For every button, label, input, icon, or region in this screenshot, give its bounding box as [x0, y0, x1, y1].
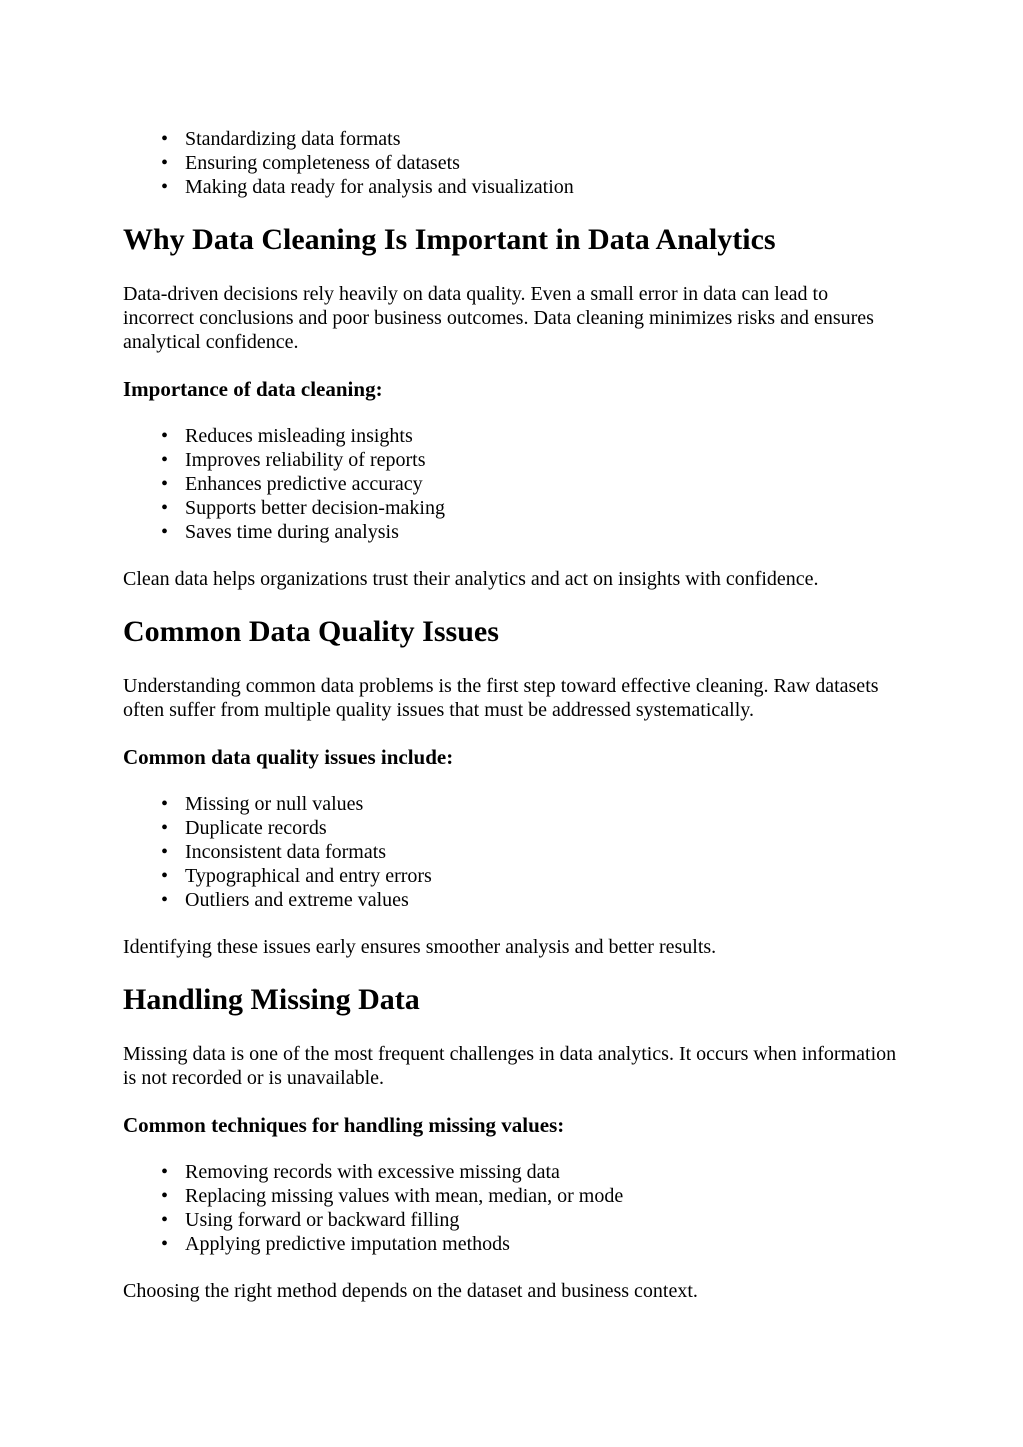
- list-item: • Supports better decision-making: [123, 496, 903, 520]
- section-handling-missing-data: [123, 982, 903, 1303]
- list-item: • Applying predictive imputation methods: [123, 1232, 903, 1256]
- missing-values-bullet-list: [123, 1160, 903, 1256]
- section-why-data-cleaning-is-important: [123, 222, 903, 591]
- section-closing-paragraph: Identifying these issues early ensures smoother analysis and better results.: [123, 936, 717, 958]
- section-subheading: Common techniques for handling missing values:: [123, 1113, 565, 1137]
- list-item: • Making data ready for analysis and visualization: [123, 175, 903, 199]
- section-heading: Why Data Cleaning Is Important in Data Analytics: [123, 223, 776, 256]
- quality-issues-bullet-list: [123, 792, 903, 912]
- list-item: • Standardizing data formats: [123, 127, 903, 151]
- list-item: • Reduces misleading insights: [123, 424, 903, 448]
- section-common-data-quality-issues: [123, 614, 903, 959]
- section-subheading: Common data quality issues include:: [123, 745, 454, 769]
- section-closing-paragraph: Choosing the right method depends on the dataset and business context.: [123, 1280, 698, 1302]
- list-item: • Ensuring completeness of datasets: [123, 151, 903, 175]
- list-item: • Missing or null values: [123, 792, 903, 816]
- section-heading: Handling Missing Data: [123, 983, 420, 1016]
- importance-bullet-list: [123, 424, 903, 544]
- section-paragraph: Missing data is one of the most frequent challenges in data analytics. It occurs when information is not recorded or is unavailable.: [123, 1043, 897, 1089]
- section-paragraph: Data-driven decisions rely heavily on data quality. Even a small error in data can lead to incorrect conclusions and poor business outcomes. Data cleaning minimizes risks and ensures analytical confidence.: [123, 283, 874, 353]
- list-item: • Enhances predictive accuracy: [123, 472, 903, 496]
- section-paragraph: Understanding common data problems is the first step toward effective cleaning. Raw datasets often suffer from multiple quality issues that must be addressed systematically.: [123, 675, 879, 721]
- list-item: • Improves reliability of reports: [123, 448, 903, 472]
- list-item: • Using forward or backward filling: [123, 1208, 903, 1232]
- list-item: • Typographical and entry errors: [123, 864, 903, 888]
- intro-bullet-list: [123, 127, 903, 199]
- list-item: • Replacing missing values with mean, median, or mode: [123, 1184, 903, 1208]
- section-subheading: Importance of data cleaning:: [123, 377, 383, 401]
- list-item: • Removing records with excessive missing data: [123, 1160, 903, 1184]
- list-item: • Inconsistent data formats: [123, 840, 903, 864]
- list-item: • Duplicate records: [123, 816, 903, 840]
- section-closing-paragraph: Clean data helps organizations trust their analytics and act on insights with confidence.: [123, 568, 819, 590]
- list-item: • Saves time during analysis: [123, 520, 903, 544]
- list-item: • Outliers and extreme values: [123, 888, 903, 912]
- section-heading: Common Data Quality Issues: [123, 615, 499, 648]
